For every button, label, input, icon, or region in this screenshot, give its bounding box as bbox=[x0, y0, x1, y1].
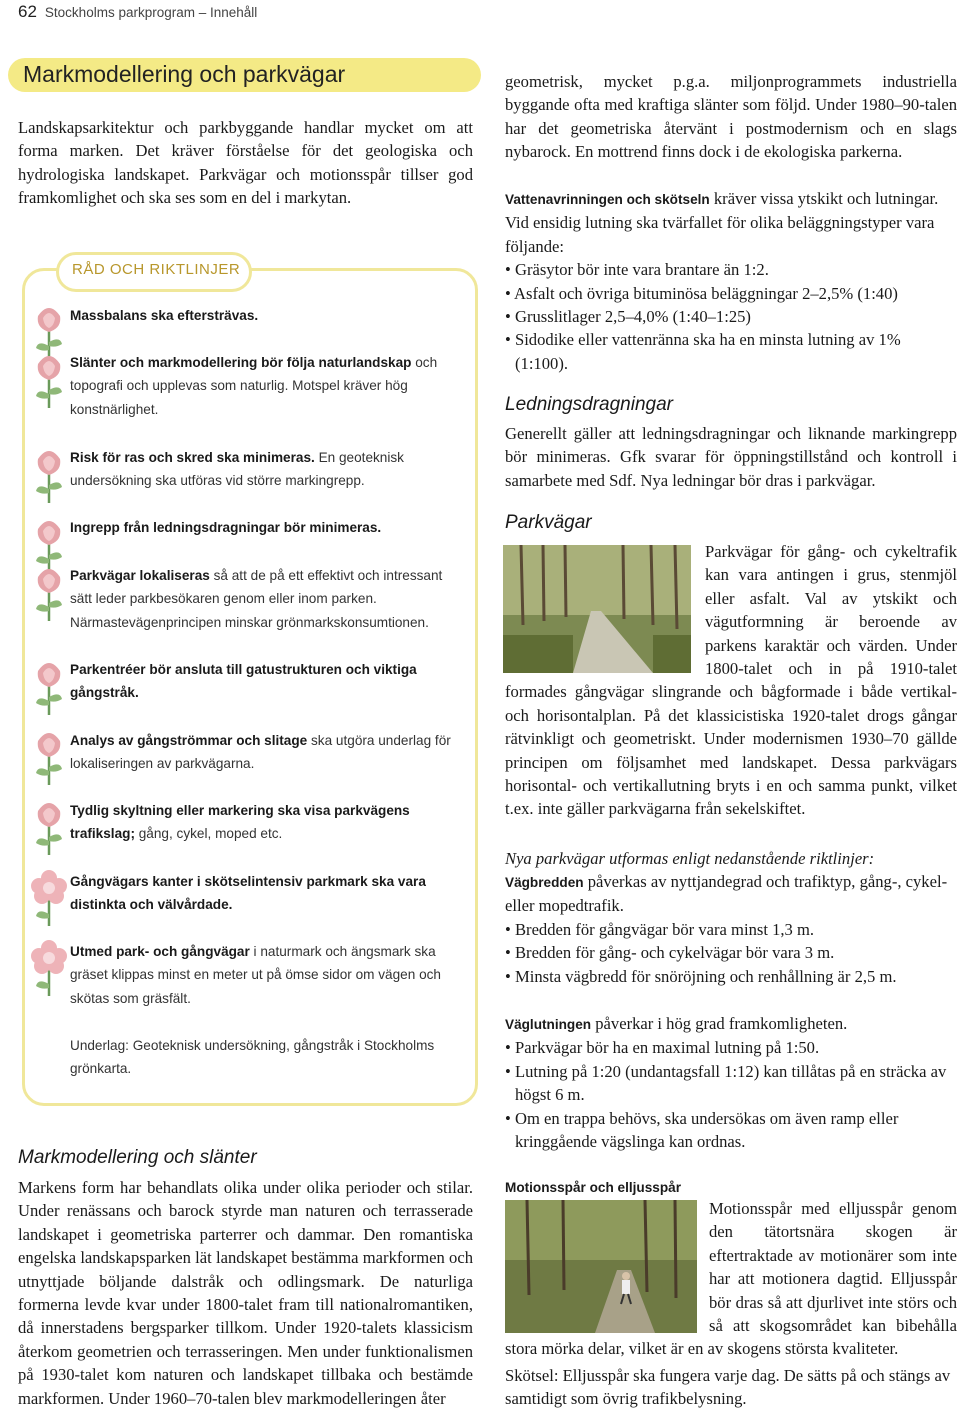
page-number: 62 bbox=[18, 2, 37, 21]
list-item: • Sidodike eller vattenränna ska ha en minsta lutning av 1% (1:100). bbox=[505, 330, 901, 373]
list-item: • Om en trappa behövs, ska undersökas om även ramp eller kringgående vägslinga kan ordnas. bbox=[505, 1108, 899, 1152]
list-item: • Gräsytor bör inte vara brantare än 1:2. bbox=[505, 260, 769, 280]
list-item: • Bredden för gång- och cykelvägar bör vara 3 m. bbox=[505, 943, 835, 963]
lutning-label: Väglutningen bbox=[505, 1017, 592, 1032]
guidelines-heading-pill bbox=[56, 252, 252, 292]
section-title-bar bbox=[8, 58, 481, 92]
list-item: • Parkvägar bör ha en maximal lutning på 1:50. bbox=[505, 1038, 820, 1058]
markmodellering-heading: Markmodellering och slänter bbox=[18, 1147, 257, 1168]
vatten-list bbox=[505, 258, 957, 375]
list-item: • Asfalt och övriga bituminösa beläggningar 2–2,5% (1:40) bbox=[505, 283, 898, 303]
parkvagar-heading: Parkvägar bbox=[505, 512, 592, 533]
lutning-list bbox=[505, 1036, 957, 1153]
guidelines-note: Underlag: Geoteknisk undersökning, gångstråk i Stockholms grönkarta. bbox=[70, 1038, 435, 1077]
parkvagar-text: Parkvägar för gång- och cykeltrafik kan vara antingen i grus, stenmjöl eller asfalt. Val av ytskikt och vägutformning är beroende av parkens karaktär och värden. Under 1800-talet och in på 1910-talet formades gångvägar slingrande och bågformade i både vertikal- och horisontalplan. På det klassicistiska 1920-talet drogs gångar rätvinkligt och geometriskt. Under modernismen 1930–70 gällde principen om följsamhet med landskapet. Dessa parkvägars horisontal- och vertikallutning bryts i en och samma punkt, vilket t.ex. inte gäller parkvägarna från sekelskiftet. bbox=[505, 542, 957, 819]
vatten-label: Vattenavrinningen och skötseln bbox=[505, 192, 710, 207]
rule-item: Utmed park- och gångvägar i naturmark och ängsmark ska gräset klippas minst en meter ut på ömse sidor om vägen och skötas som gräsfält. bbox=[70, 944, 441, 1006]
rose-bud-icon bbox=[30, 445, 68, 503]
running-head bbox=[18, 2, 257, 22]
parkvagar-intro: Nya parkvägar utformas enligt nedanstående riktlinjer: bbox=[505, 849, 875, 868]
list-item: • Minsta vägbredd för snöröjning och renhållning är 2,5 m. bbox=[505, 966, 897, 986]
rose-bud-icon bbox=[30, 350, 68, 408]
vatten-text: kräver vissa ytskikt och lutningar. Vid ensidig lutning ska tvärfallet för olika beläggningstyper vara följande: bbox=[505, 189, 939, 256]
running-head-text: Stockholms parkprogram – Innehåll bbox=[44, 5, 258, 20]
rule-item: Parkentréer bör ansluta till gatustrukturen och viktiga gångstråk. bbox=[70, 662, 417, 701]
rule-item: Gångvägars kanter i skötselintensiv parkmark ska vara distinkta och välvårdade. bbox=[70, 874, 426, 913]
rule-item: Parkvägar lokaliseras så att de på ett effektivt och intressant sätt leder parkbesökaren genom eller inom parken. Närmastevägenprincipen minskar grönmarkskonsumtionen. bbox=[70, 568, 443, 630]
list-item: • Lutning på 1:20 (undantagsfall 1:12) kan tillåtas på en sträcka av högst 6 m. bbox=[505, 1061, 947, 1105]
rose-flower-icon bbox=[30, 938, 68, 996]
markmodellering-text: Markens form har behandlats olika under olika perioder och stilar. Under renässans och barock styrde man naturen och terrasserade landskapet i geometriska parterrer och dammar. Den romantiska engelska landskapsparken lät landskapet bestämma markformen och utnyttjade böljande dalstråk och odlingsmark. De naturliga formerna levde kvar under 1800-talet fram till nationalromantiken, då innerstadens bergsparker tillkom. Under 1920-talets klassicism återkom geometrien och terrasseringen. Men under funktionalismen på 1930-talet kom naturen och landskapet tillbaka och bestämde markformen. Under 1960–70-talen blev markmodelleringen åter bbox=[18, 1178, 473, 1408]
rule-item: Ingrepp från ledningsdragningar bör minimeras. bbox=[70, 520, 382, 535]
list-item: • Bredden för gångvägar bör vara minst 1,3 m. bbox=[505, 919, 815, 939]
vagbredden-label: Vägbredden bbox=[505, 875, 584, 890]
vatten-section bbox=[505, 187, 957, 375]
rose-bud-icon bbox=[30, 563, 68, 621]
rule-item: Analys av gångströmmar och slitage ska utgöra underlag för lokaliseringen av parkvägarna. bbox=[70, 733, 451, 772]
rose-bud-icon bbox=[30, 797, 68, 855]
lutning-section: Väglutningen påverkar i hög grad framkomligheten. • Parkvägar bör ha en maximal lutning på 1:50. • Lutning på 1:20 (undantagsfall 1:12) kan tillåtas på en sträcka av högst 6 m. • Om en trappa behövs, ska undersökas om även ramp eller kringgående vägslinga kan ordnas. bbox=[505, 1012, 957, 1153]
rule-item: Risk för ras och skred ska minimeras. En geoteknisk undersökning ska utföras vid större markingrepp. bbox=[70, 450, 404, 489]
ledningsdragningar-text: Generellt gäller att ledningsdragningar och liknande markingrepp bör minimeras. Gfk svarar för öppningstillstånd och kontroll i samarbete med Sdf. Nya ledningar bör dras i parkvägar. bbox=[505, 424, 957, 490]
section-title: Markmodellering och parkvägar bbox=[23, 61, 346, 87]
ledningsdragningar-heading: Ledningsdragningar bbox=[505, 394, 673, 415]
motionsspar-text: Motionsspår med elljusspår genom den tätortsnära skogen är eftertraktade av motionärer som inte har att motionera dagtid. Elljusspår bör dras så att djurlivet inte störs och så att skogsområdet kan bibehålla stora mörka delar, vilket är en av skogens största kvaliteter. bbox=[505, 1199, 957, 1359]
vagbredden-list bbox=[505, 918, 957, 988]
motionsspar-heading: Motionsspår och elljusspår bbox=[505, 1180, 682, 1195]
rule-item: Slänter och markmodellering bör följa naturlandskap och topografi och upplevas som naturlig. Motspel kräver hög konstnärlighet. bbox=[70, 355, 438, 417]
vagbredden-section: Vägbredden påverkas av nyttjandegrad och trafiktyp, gång-, cykel- eller mopedtrafik. • Bredden för gångvägar bör vara minst 1,3 m. • Bredden för gång- och cykelvägar bör vara 3 m. • Minsta vägbredd för snöröjning och renhållning är 2,5 m. bbox=[505, 870, 957, 988]
rose-bud-icon bbox=[30, 727, 68, 785]
motionsspar-skotsel: Skötsel: Elljusspår ska fungera varje dag. De sätts på och stängs av samtidigt som övrig trafikbelysning. bbox=[505, 1366, 951, 1409]
rose-bud-icon bbox=[30, 657, 68, 715]
rule-item: Tydlig skyltning eller markering ska visa parkvägens trafikslag; gång, cykel, moped etc. bbox=[70, 803, 410, 842]
rule-item: Massbalans ska eftersträvas. bbox=[70, 308, 259, 323]
markmodellering-continued: geometrisk, mycket p.g.a. miljonprogrammets industriella byggande ofta med kraftiga slänter som följd. Under 1980–90-talen har det geometriska återvänt i postmodernism och en slags nybarock. En mottrend finns dock i de ekologiska parkerna. bbox=[505, 72, 957, 162]
guidelines-heading: RÅD OCH RIKTLINJER bbox=[72, 261, 241, 278]
rose-flower-icon bbox=[30, 868, 68, 926]
intro-paragraph: Landskapsarkitektur och parkbyggande handlar mycket om att forma marken. Det kräver förståelse för det geologiska och hydrologiska landskapet. Parkvägar och motionsspår tillser god framkomlighet och ska ses som en del i markytan. bbox=[18, 118, 473, 208]
list-item: • Grusslitlager 2,5–4,0% (1:40–1:25) bbox=[505, 307, 751, 327]
